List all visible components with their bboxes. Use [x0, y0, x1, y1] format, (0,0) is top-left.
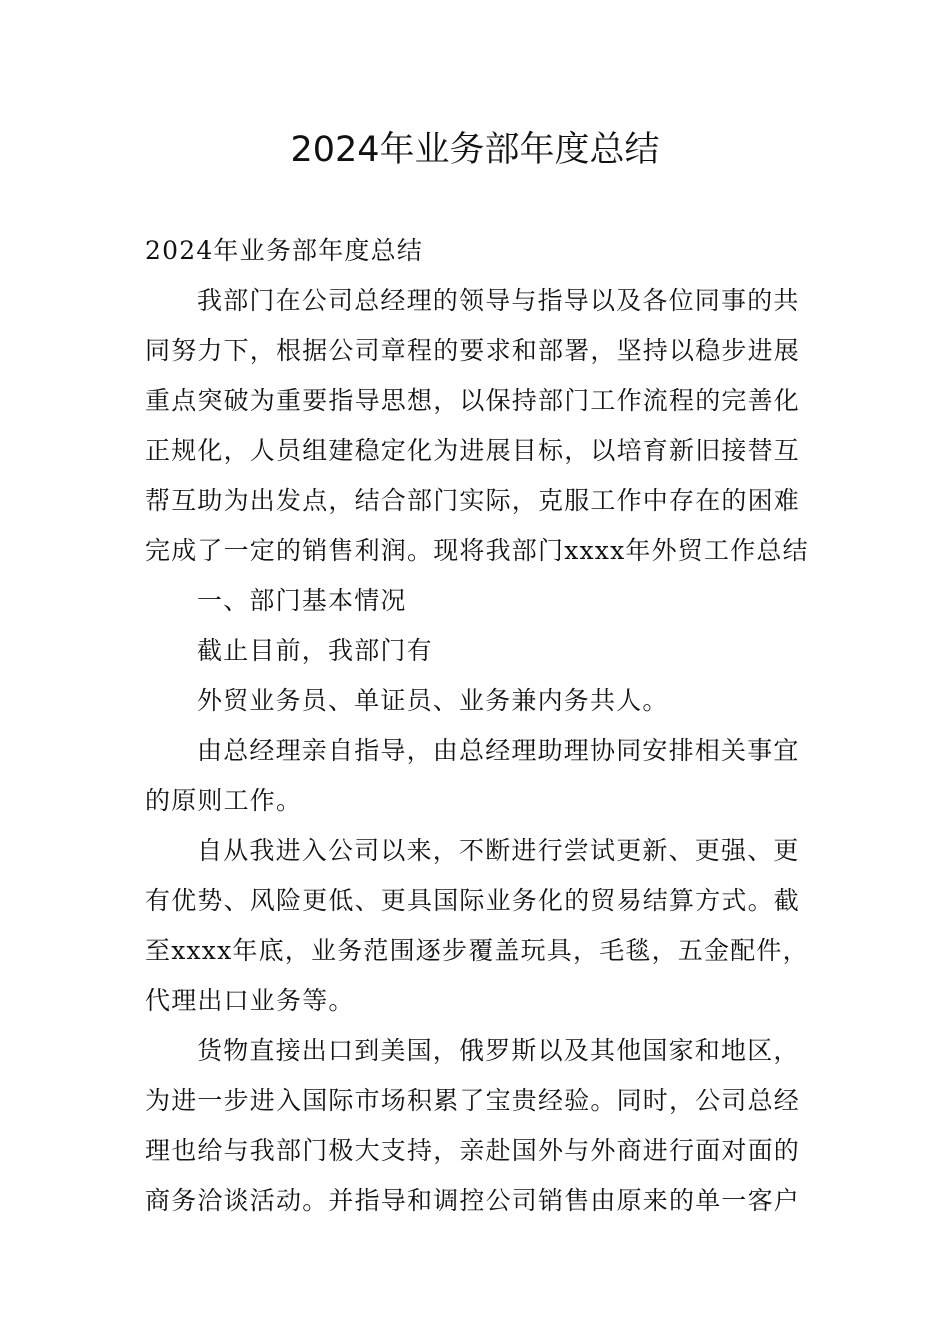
document-body [145, 226, 809, 1226]
document-title: 2024年业务部年度总结 [290, 130, 660, 170]
paragraph-business-scope: 自从我进入公司以来，不断进行尝试更新、更强、更有优势、风险更低、更具国际业务化的贸易结算方式。截至xxxx年底，业务范围逐步覆盖玩具，毛毯，五金配件，代理出口业务等。 [145, 836, 809, 1015]
section-heading-1: 一、部门基本情况 [197, 586, 407, 615]
paragraph-staff-list: 外贸业务员、单证员、业务兼内务共人。 [197, 686, 669, 715]
paragraph-staff-intro: 截止目前，我部门有 [197, 636, 433, 665]
paragraph-management: 由总经理亲自指导，由总经理助理协同安排相关事宜的原则工作。 [145, 736, 800, 815]
paragraph-export: 货物直接出口到美国，俄罗斯以及其他国家和地区，为进一步进入国际市场积累了宝贵经验。同时，公司总经理也给与我部门极大支持，亲赴国外与外商进行面对面的商务洽谈活动。并指导和调控公司销售由原来的单一客户 [145, 1036, 801, 1215]
paragraph-intro: 我部门在公司总经理的领导与指导以及各位同事的共同努力下，根据公司章程的要求和部署，坚持以稳步进展重点突破为重要指导思想，以保持部门工作流程的完善化正规化，人员组建稳定化为进展目标，以培育新旧接替互帮互助为出发点，结合部门实际，克服工作中存在的困难完成了一定的销售利润。现将我部门xxxx年外贸工作总结 [145, 286, 809, 565]
body-heading: 2024年业务部年度总结 [145, 236, 424, 265]
